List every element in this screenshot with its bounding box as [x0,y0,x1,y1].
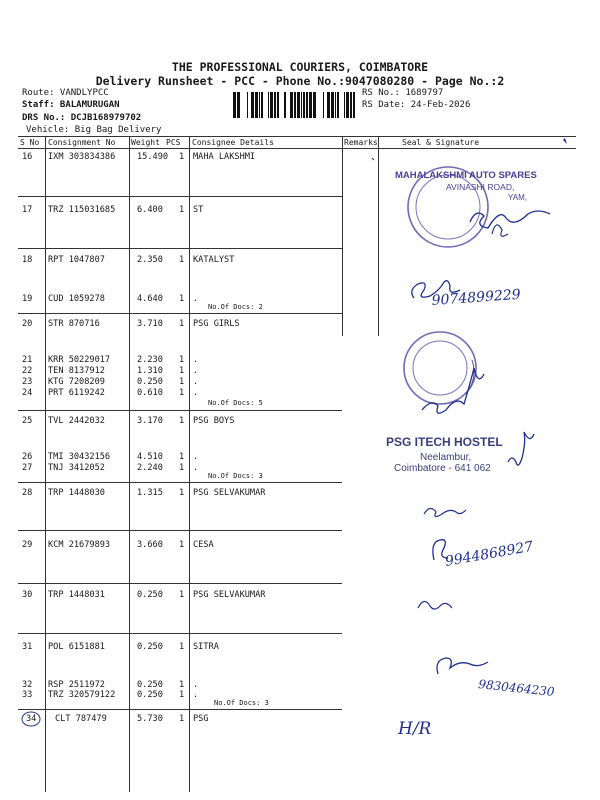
row-sno: 33 [22,690,33,700]
row-pcs: 1 [179,294,185,304]
row-weight: 3.660 [137,540,163,550]
signature-image [508,432,534,465]
row-consignee: . [193,294,199,304]
signature-image [424,508,466,516]
row-consignment: RPT 1047807 [48,255,105,265]
row-consignment: CLT 787479 [55,714,107,724]
row-consignment: TRZ 320579122 [48,690,116,700]
psg-itech-stamp-image [404,332,476,404]
row-weight: 0.250 [137,377,163,387]
handwritten-hr: H/R [398,719,432,739]
row-consignment: IXM 303834386 [48,152,116,162]
stamp-text: AVINASHI ROAD, [446,182,515,192]
row-consignee: PSG SELVAKUMAR [193,488,266,498]
row-consignee: PSG [193,714,209,724]
rs-date: RS Date: 24-Feb-2026 [362,100,471,110]
row-weight: 2.350 [137,255,163,265]
row-consignee: . [193,690,199,700]
row-consignee: . [193,355,199,365]
row-consignment: TEN 8137912 [48,366,105,376]
route-label: Route: VANDLYPCC [22,88,109,98]
row-consignee: PSG GIRLS [193,319,240,329]
row-consignee: . [193,463,199,473]
row-weight: 4.510 [137,452,163,462]
row-sno: 21 [22,355,33,365]
row-sno: 26 [22,452,33,462]
row-sno: 32 [22,680,33,690]
row-pcs: 1 [179,366,185,376]
row-consignment: TNJ 3412052 [48,463,105,473]
row-pcs: 1 [179,714,185,724]
row-weight: 1.315 [137,488,163,498]
row-weight: 5.730 [137,714,163,724]
docs-count: No.Of Docs: 3 [208,472,263,480]
row-weight: 0.610 [137,388,163,398]
ink-mark [563,138,567,144]
row-consignment: KCM 21679893 [48,540,111,550]
row-pcs: 1 [179,205,185,215]
stamp-text: PSG ITECH HOSTEL [386,435,503,449]
row-consignment: RSP 2511972 [48,680,105,690]
row-consignment: TMI 30432156 [48,452,111,462]
row-sno: 29 [22,540,33,550]
col-header-seal-signature: Seal & Signature [402,138,480,147]
row-consignee: . [193,366,199,376]
row-pcs: 1 [179,319,185,329]
staff-label: Staff: BALAMURUGAN [22,100,120,110]
row-consignee: PSG SELVAKUMAR [193,590,266,600]
row-consignee: PSG BOYS [193,416,235,426]
row-sno: 23 [22,377,33,387]
row-pcs: 1 [179,255,185,265]
row-pcs: 1 [179,488,185,498]
signature-image [437,658,488,674]
row-weight: 6.400 [137,205,163,215]
row-sno: 31 [22,642,33,652]
row-consignment: KTG 7208209 [48,377,105,387]
row-weight: 15.490 [137,152,169,162]
row-weight: 1.310 [137,366,163,376]
runsheet-subtitle: Delivery Runsheet - PCC - Phone No.:9047080280 - Page No.:2 [95,74,505,88]
row-consignee: . [193,452,199,462]
row-sno: 20 [22,319,33,329]
row-consignment: KRR 50229017 [48,355,111,365]
row-pcs: 1 [179,452,185,462]
col-header-weight: Weight [131,138,160,147]
row-sno: 17 [22,205,33,215]
col-header-consignment: Consignment No [48,138,116,147]
rs-number: RS No.: 1689797 [362,88,444,98]
row-weight: 0.250 [137,590,163,600]
row-pcs: 1 [179,690,185,700]
row-consignee: . [193,680,199,690]
row-pcs: 1 [179,388,185,398]
signature-image [492,225,508,236]
row-consignment: TRP 1448030 [48,488,105,498]
stamp-text: YAM, [508,193,527,202]
row-consignment: TVL 2442032 [48,416,105,426]
row-pcs: 1 [179,416,185,426]
row-consignee: . [193,388,199,398]
vehicle-label: Vehicle: Big Bag Delivery [26,125,162,135]
signature-image [418,601,452,609]
row-consignment: PRT 6119242 [48,388,105,398]
handwritten-phone: 9944868927 [443,538,535,570]
company-title: THE PROFESSIONAL COURIERS, COIMBATORE [171,60,429,74]
row-sno: 16 [22,152,33,162]
row-weight: 2.230 [137,355,163,365]
docs-count: No.Of Docs: 5 [208,399,263,407]
row-pcs: 1 [179,590,185,600]
ink-mark [372,158,374,160]
handwritten-phone: 9074899229 [431,286,522,309]
row-pcs: 1 [179,540,185,550]
stamp-text: Neelambur, [420,452,472,463]
stamp-text: Coimbatore - 641 062 [394,463,491,474]
row-pcs: 1 [179,355,185,365]
row-sno: 28 [22,488,33,498]
row-sno: 22 [22,366,33,376]
row-consignment: TRZ 115031685 [48,205,116,215]
row-sno: 25 [22,416,33,426]
row-weight: 0.250 [137,642,163,652]
row-consignee: KATALYST [193,255,235,265]
signature-image [470,211,550,228]
docs-count: No.Of Docs: 3 [214,699,269,707]
row-consignee: SITRA [193,642,219,652]
row-consignee: . [193,377,199,387]
row-sno: 34 [26,714,37,724]
stamp-text: MAHALAKSHMI AUTO SPARES [395,170,537,181]
docs-count: No.Of Docs: 2 [208,303,263,311]
handwritten-phone: 9830464230 [477,677,556,699]
row-weight: 4.640 [137,294,163,304]
row-weight: 2.240 [137,463,163,473]
row-pcs: 1 [179,463,185,473]
row-consignment: TRP 1448031 [48,590,105,600]
row-weight: 3.170 [137,416,163,426]
row-consignee: ST [193,205,204,215]
row-consignment: POL 6151881 [48,642,105,652]
row-sno: 18 [22,255,33,265]
row-weight: 0.250 [137,680,163,690]
row-weight: 3.710 [137,319,163,329]
row-sno: 27 [22,463,33,473]
drs-label: DRS No.: DCJB168979702 [22,113,142,123]
row-consignee: CESA [193,540,214,550]
col-header-consignee: Consignee Details [192,138,274,147]
row-consignment: STR 870716 [48,319,100,329]
col-header-sno: S No [20,138,40,147]
row-consignee: MAHA LAKSHMI [193,152,256,162]
row-pcs: 1 [179,377,185,387]
row-sno: 24 [22,388,33,398]
row-consignment: CUD 1059278 [48,294,105,304]
row-sno: 19 [22,294,33,304]
row-pcs: 1 [179,642,185,652]
row-sno: 30 [22,590,33,600]
row-pcs: 1 [179,152,185,162]
col-header-remarks: Remarks [344,138,378,147]
col-header-pcs: PCS [166,138,181,147]
row-weight: 0.250 [137,690,163,700]
row-pcs: 1 [179,680,185,690]
